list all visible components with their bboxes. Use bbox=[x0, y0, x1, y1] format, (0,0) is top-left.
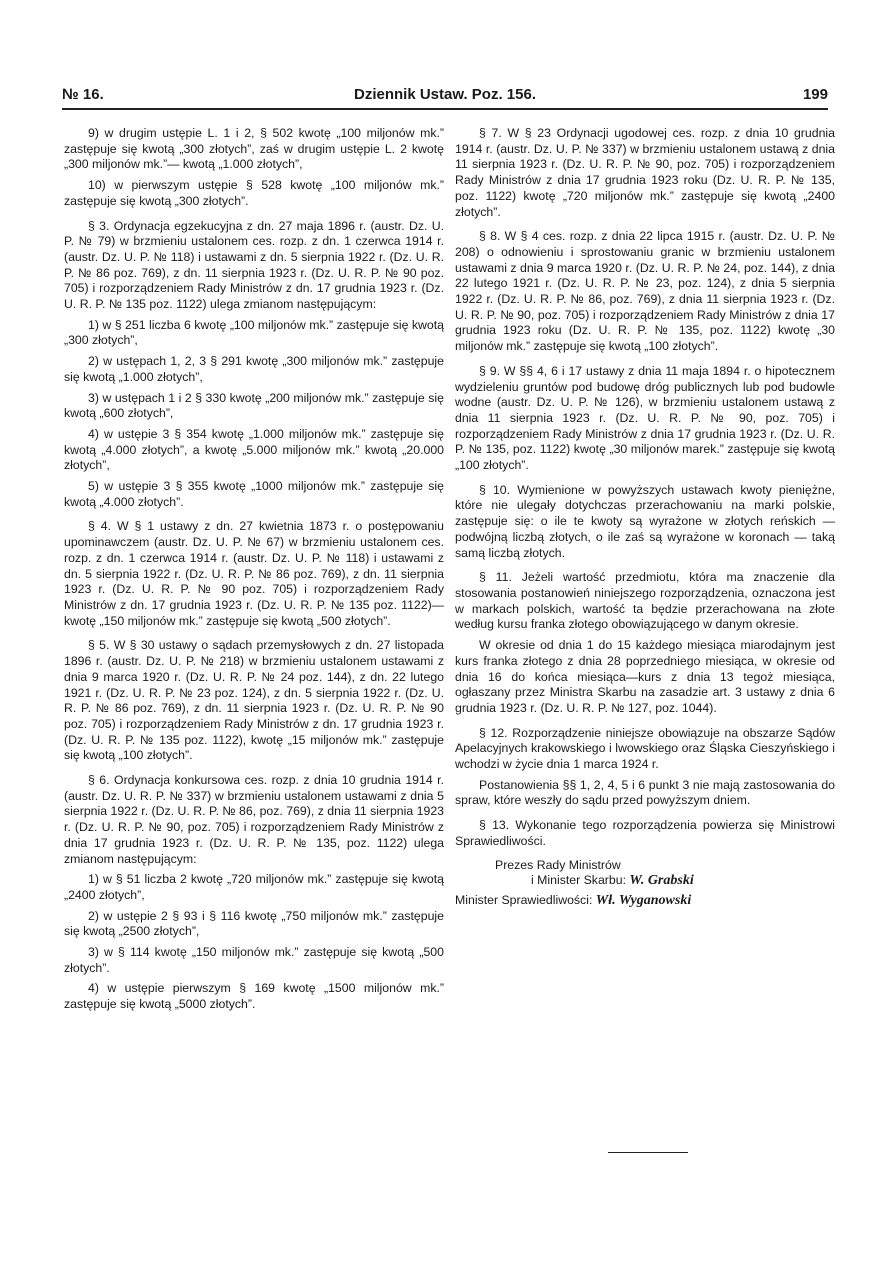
paragraph: 10) w pierwszym ustępie § 528 kwotę „100 miljonów mk.” zastępuje się kwotą „300 złotych”. bbox=[64, 178, 444, 208]
page-number: 199 bbox=[802, 86, 828, 103]
paragraph-section-3: § 3. Ordynacja egzekucyjna z dn. 27 maja 1896 r. (austr. Dz. U. P. № 79) w brzmieniu ustalonem ces. rozp. z dn. 1 czerwca 1914 r. (austr. Dz. U. P. № 118) i ustawami z dn. 5 sierpnia 1922 r. (Dz. U. R. P. № 86 poz. 769), z dn. 11 sierpnia 1923 r. (Dz. U. R. P. № 90 poz. 705) i rozporządzeniem Rady Ministrów z dn. 17 grudnia 1923 r. (Dz. U. R. P. № 135 poz. 1122) ulega zmianom następującym: bbox=[64, 218, 444, 312]
paragraph-section-13: § 13. Wykonanie tego rozporządzenia powierza się Ministrowi Sprawiedliwości. bbox=[455, 818, 835, 848]
paragraph: 3) w ustępach 1 i 2 § 330 kwotę „200 miljonów mk.” zastępuje się kwotą „600 złotych”, bbox=[64, 390, 444, 421]
signature-title: Minister Sprawiedliwości: bbox=[455, 892, 596, 907]
paragraph-section-6: § 6. Ordynacja konkursowa ces. rozp. z dnia 10 grudnia 1914 r. (austr. Dz. U. R. P. № 337) w brzmieniu ustalonem ustawami z dnia 5 sierpnia 1922 r. (Dz. U. R. P. № 86, poz. 769), z dnia 11 sierpnia 1923 r. (Dz. U. R. P. № 90, poz. 705) i rozporządzeniem Rady Ministrów z dnia 17 grudnia 1923 r. (Dz. U. R. P. № 135, poz. 1122) ulega zmianom następującym: bbox=[64, 773, 444, 866]
paragraph: 1) w § 251 liczba 6 kwotę „100 miljonów mk.” zastępuje się kwotą „300 złotych”, bbox=[64, 317, 444, 348]
paragraph-section-7: § 7. W § 23 Ordynacji ugodowej ces. rozp. z dnia 10 grudnia 1914 r. (austr. Dz. U. P. № 337) w brzmieniu ustalonem ustawą z dnia 11 sierpnia 1923 r. (Dz. U. R. P. № 90, poz. 705) i rozporządzeniem Rady Ministrów z dnia 17 grudnia 1923 roku (Dz. U. R. P. № 135, poz. 1122) kwotę „720 miljonów mk.” zastępuje się kwotą „2400 złotych”. bbox=[455, 126, 835, 219]
paragraph: 4) w ustępie pierwszym § 169 kwotę „1500 miljonów mk.” zastępuje się kwotą „5000 złotych”. bbox=[64, 981, 444, 1012]
journal-title: Dziennik Ustaw. Poz. 156. bbox=[354, 86, 536, 103]
paragraph: W okresie od dnia 1 do 15 każdego miesiąca miarodajnym jest kurs franka złotego z dnia 28 poprzedniego miesiąca, w okresie od dnia 16 do końca miesiąca—kurs z dnia 13 tegoż miesiąca, ogłaszany przez Ministra Skarbu na zasadzie art. 3 ustawy z dnia 6 grudnia 1923 r. (Dz. U. R. P. № 127, poz. 1044). bbox=[455, 638, 835, 715]
paragraph: 9) w drugim ustępie L. 1 i 2, § 502 kwotę „100 miljonów mk.” zastępuje się kwotą „300 złotych”, zaś w drugim ustępie L. 2 kwotę „300 miljonów mk.”— kwotą „1.000 złotych”, bbox=[64, 126, 444, 172]
issue-number: № 16. bbox=[62, 86, 104, 103]
paragraph-section-8: § 8. W § 4 ces. rozp. z dnia 22 lipca 1915 r. (austr. Dz. U. P. № 208) o odnowieniu i sprostowaniu granic w brzmieniu ustalonem ustawami z dnia 9 marca 1920 r. (Dz. U. R. P. № 24, poz. 144), z dnia 22 lutego 1921 r. (Dz. U. R. P. № 23, poz. 124), z dnia 5 sierpnia 1922 r. (Dz. U. R. P. № 86, poz. 769), z dnia 11 sierpnia 1923 r. (Dz. U. R. P. № 90, poz. 705) i rozporządzeniem Rady Ministrów z dnia 17 grudnia 1923 roku (Dz. U. R. P. № 135, poz. 1122) kwotę „30 miljonów mk.” zastępuje się kwotą „100 złotych”. bbox=[455, 229, 835, 354]
signature-line-finance-minister bbox=[455, 873, 835, 889]
paragraph-section-9: § 9. W §§ 4, 6 i 17 ustawy z dnia 11 maja 1894 r. o hipotecznem wydzieleniu gruntów pod budowę dróg publicznych lub pod budowle wodne (austr. Dz. U. P. № 126), w brzmieniu ustalonem ustawą z dnia 11 sierpnia 1923 r. (Dz. U. R. P. № 90, poz. 705) i rozporządzeniem Rady Ministrów z dnia 17 grudnia 1923 r. (Dz. U. R. P. № 135, poz. 1122) kwotę „30 miljonów marek.” zastępuje się kwotą „100 złotych”. bbox=[455, 363, 835, 473]
right-column bbox=[455, 126, 835, 909]
signature-name: Wł. Wyganowski bbox=[595, 892, 692, 908]
paragraph-section-11: § 11. Jeżeli wartość przedmiotu, która ma znaczenie dla stosowania postanowień niniejszego rozporządzenia, oznaczona jest w markach polskich, wartość ta będzie przerachowana na złote według kursu franka złotego obowiązującego w danym okresie. bbox=[455, 570, 835, 632]
signature-line-justice-minister bbox=[455, 893, 835, 909]
paragraph: 1) w § 51 liczba 2 kwotę „720 miljonów mk.” zastępuje się kwotą „2400 złotych”, bbox=[64, 872, 444, 902]
paragraph-section-12: § 12. Rozporządzenie niniejsze obowiązuje na obszarze Sądów Apelacyjnych krakowskiego i lwowskiego oraz Śląska Cieszyńskiego i wchodzi w życie dnia 1 marca 1924 r. bbox=[455, 725, 835, 772]
paragraph: 5) w ustępie 3 § 355 kwotę „1000 miljonów mk.” zastępuje się kwotą „4.000 złotych”. bbox=[64, 479, 444, 509]
end-rule bbox=[608, 1152, 688, 1153]
signature-title: Prezes Rady Ministrów bbox=[495, 857, 621, 872]
paragraph-section-5: § 5. W § 30 ustawy o sądach przemysłowych z dn. 27 listopada 1896 r. (austr. Dz. U. P. № 218) w brzmieniu ustalonem ustawami z dnia 9 marca 1920 r. (Dz. U. R. P. № 24 poz. 144), z dn. 22 lutego 1921 r. (Dz. U. R. P. № 23 poz. 124), z dn. 5 sierpnia 1922 r. (Dz. U. R. P. № 86 poz. 769), z dn. 11 sierpnia 1923 r. (Dz. U. R. P. № 90 poz. 705) i rozporządzeniem Rady Ministrów z dn. 17 grudnia 1923 r. (Dz. U. R. P. № 135 poz. 1122), kwotę „15 miljonów mk.” zastępuje się kwotą „100 złotych”. bbox=[64, 638, 444, 763]
header-rule bbox=[62, 108, 828, 110]
signature-line-prime-minister bbox=[455, 858, 835, 874]
paragraph-section-10: § 10. Wymienione w powyższych ustawach kwoty pieniężne, które nie ulegały dotychczas przerachowaniu na marki polskie, zastępuje się: o ile te kwoty są wyrażone w złotych reńskich — podwójną liczbą złotych, o ile zaś są wyrażone w koronach — taką samą liczbą złotych. bbox=[455, 482, 835, 560]
paragraph: Postanowienia §§ 1, 2, 4, 5 i 6 punkt 3 nie mają zastosowania do spraw, które weszły do sądu przed powyższym dniem. bbox=[455, 777, 835, 808]
paragraph: 3) w § 114 kwotę „150 miljonów mk.” zastępuje się kwotą „500 złotych”. bbox=[64, 945, 444, 975]
paragraph: 4) w ustępie 3 § 354 kwotę „1.000 miljonów mk.” zastępuje się kwotą „4.000 złotych”, a kwotę „5.000 miljonów mk.” kwotą „20.000 złotych”, bbox=[64, 426, 444, 473]
signature-name: W. Grabski bbox=[629, 873, 694, 889]
paragraph: 2) w ustępie 2 § 93 i § 116 kwotę „750 miljonów mk.” zastępuje się kwotą „2500 złotych”, bbox=[64, 908, 444, 939]
signature-title: i Minister Skarbu: bbox=[531, 873, 630, 888]
left-column bbox=[64, 126, 444, 1018]
paragraph: 2) w ustępach 1, 2, 3 § 291 kwotę „300 miljonów mk.” zastępuje się kwotą „1.000 złotych”, bbox=[64, 354, 444, 384]
paragraph-section-4: § 4. W § 1 ustawy z dn. 27 kwietnia 1873 r. o postępowaniu upominawczem (austr. Dz. U. P. № 67) w brzmieniu ustalonem ces. rozp. z dn. 1 czerwca 1914 r. (austr. Dz. U. P. № 118) i ustawami z dn. 5 sierpnia 1922 r. (Dz. U. R. P. № 86 poz. 769), z dn. 11 sierpnia 1923 r. (Dz. U. R. P. № 90 poz. 705) i rozporządzeniem Rady Ministrów z dn. 17 grudnia 1923 r. (Dz. U. R. P. № 135 poz. 1122)—kwotę „150 miljonów mk.” zastępuje się kwotą „500 złotych”. bbox=[64, 519, 444, 628]
page-header bbox=[62, 86, 828, 108]
